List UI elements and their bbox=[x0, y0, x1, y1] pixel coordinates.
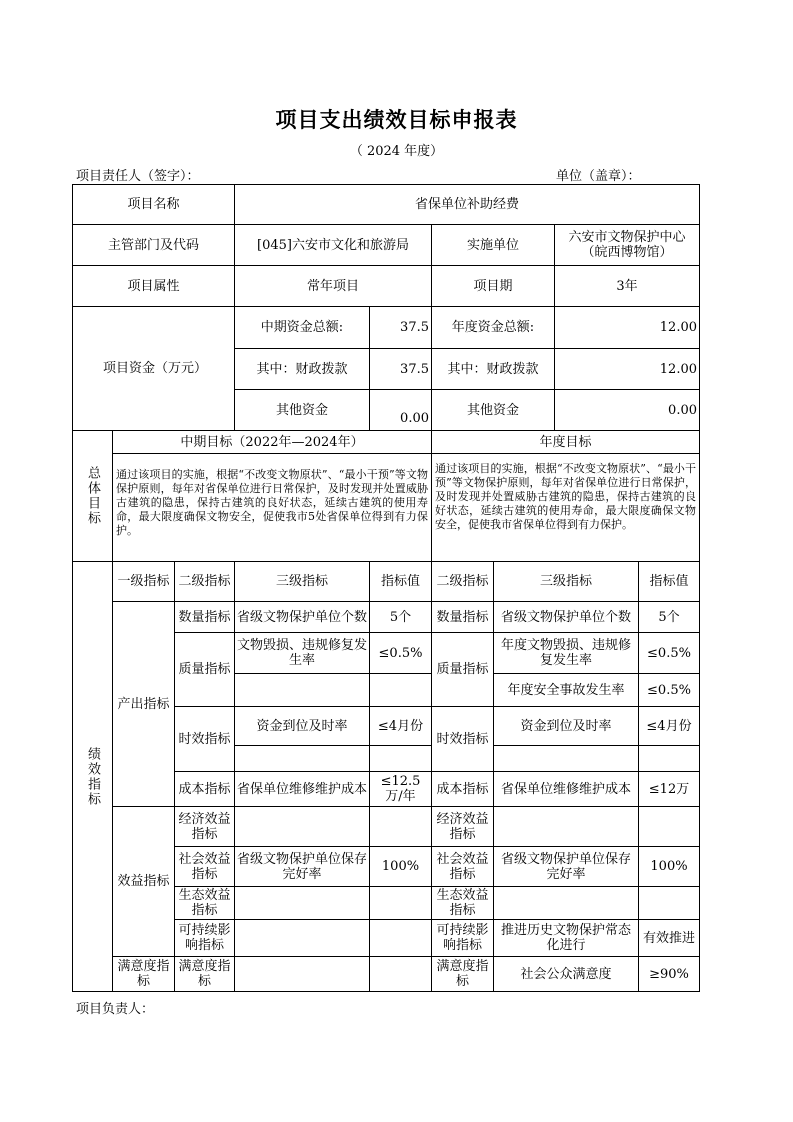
dept-value: [045]六安市文化和旅游局 bbox=[234, 224, 432, 266]
year-other-label: 其他资金 bbox=[431, 389, 555, 431]
mid-cost-label: 成本指标 bbox=[174, 771, 235, 807]
header-level2: 二级指标 bbox=[174, 561, 235, 602]
mid-ecological-value bbox=[369, 886, 432, 920]
mid-goal-header: 中期目标（2022年—2024年） bbox=[112, 430, 432, 454]
header-value: 指标值 bbox=[369, 561, 432, 602]
mid-social-label: 社会效益指标 bbox=[174, 846, 235, 887]
mid-fiscal-label: 其中：财政拨款 bbox=[234, 348, 370, 390]
mid-ecological-name bbox=[234, 886, 370, 920]
header-level3-year: 三级指标 bbox=[493, 561, 639, 602]
year-fiscal-value: 12.00 bbox=[554, 348, 700, 390]
mid-fiscal-value: 37.5 bbox=[369, 348, 432, 390]
year-satisfaction-value: ≥90% bbox=[638, 956, 700, 992]
project-leader-label: 项目负责人： bbox=[76, 1002, 155, 1017]
mid-social-name: 省级文物保护单位保存完好率 bbox=[234, 846, 370, 887]
year-line: （ 2024 年度） bbox=[349, 144, 444, 159]
year-cost-value: ≤12万 bbox=[638, 771, 700, 807]
year-satisfaction-label: 满意度指标 bbox=[431, 956, 494, 992]
mid-quantity-value: 5个 bbox=[369, 601, 432, 633]
mid-satisfaction-name bbox=[234, 956, 370, 992]
mid-satisfaction-value bbox=[369, 956, 432, 992]
header-level1: 一级指标 bbox=[112, 561, 175, 602]
year-quality2-value: ≤0.5% bbox=[638, 673, 700, 707]
mid-quantity-label: 数量指标 bbox=[174, 601, 235, 633]
output-indicator: 产出指标 bbox=[112, 601, 175, 807]
mid-goal-text: 通过该项目的实施，根据“不改变文物原状”、“最小干预”等文物保护原则，每年对省保单位进行日常保护，及时发现并处置威胁古建筑的隐患，保持古建筑的良好状态，延续古建筑的使用寿命，最大限度确保文物安全，促使我市5处省保单位得到有力保护。 bbox=[112, 453, 432, 562]
kpi-section-label: 绩效指标 bbox=[72, 561, 113, 992]
year-ecological-name bbox=[493, 886, 639, 920]
project-name-value: 省保单位补助经费 bbox=[234, 184, 700, 225]
year-quality2-name: 年度安全事故发生率 bbox=[493, 673, 639, 707]
dept-label: 主管部门及代码 bbox=[72, 224, 235, 266]
year-time-name: 资金到位及时率 bbox=[493, 706, 639, 746]
year-ecological-value bbox=[638, 886, 700, 920]
mid-other-value: 0.00 bbox=[369, 389, 432, 431]
project-attr-label: 项目属性 bbox=[72, 265, 235, 307]
mid-ecological-label: 生态效益指标 bbox=[174, 886, 235, 920]
year-quantity-value: 5个 bbox=[638, 601, 700, 633]
satisfaction-indicator: 满意度指标 bbox=[112, 956, 175, 992]
mid-quality-value: ≤0.5% bbox=[369, 632, 432, 674]
mid-sustainable-label: 可持续影响指标 bbox=[174, 919, 235, 957]
impl-unit-label: 实施单位 bbox=[431, 224, 555, 266]
year-sustainable-name: 推进历史文物保护常态化进行 bbox=[493, 919, 639, 957]
year-economic-value bbox=[638, 806, 700, 847]
year-total-value: 12.00 bbox=[554, 306, 700, 349]
year-ecological-label: 生态效益指标 bbox=[431, 886, 494, 920]
mid-quality-label: 质量指标 bbox=[174, 632, 235, 707]
mid-quality-empty bbox=[234, 673, 370, 707]
year-economic-name bbox=[493, 806, 639, 847]
mid-time-empty-value bbox=[369, 745, 432, 772]
mid-other-label: 其他资金 bbox=[234, 389, 370, 431]
unit-seal-label: 单位（盖章）： bbox=[556, 169, 641, 184]
mid-timeliness-label: 时效指标 bbox=[174, 706, 235, 772]
mid-economic-label: 经济效益指标 bbox=[174, 806, 235, 847]
year-cost-label: 成本指标 bbox=[431, 771, 494, 807]
year-fiscal-label: 其中：财政拨款 bbox=[431, 348, 555, 390]
project-period-value: 3年 bbox=[554, 265, 700, 307]
project-attr-value: 常年项目 bbox=[234, 265, 432, 307]
mid-time-name: 资金到位及时率 bbox=[234, 706, 370, 746]
mid-social-value: 100% bbox=[369, 846, 432, 887]
year-time-empty bbox=[493, 745, 639, 772]
year-economic-label: 经济效益指标 bbox=[431, 806, 494, 847]
year-time-empty-value bbox=[638, 745, 700, 772]
mid-quantity-name: 省级文物保护单位个数 bbox=[234, 601, 370, 633]
mid-satisfaction-label: 满意度指标 bbox=[174, 956, 235, 992]
year-cost-name: 省保单位维修维护成本 bbox=[493, 771, 639, 807]
project-funds-label: 项目资金（万元） bbox=[72, 306, 235, 431]
mid-economic-value bbox=[369, 806, 432, 847]
responsible-signature-label: 项目责任人（签字）： bbox=[76, 169, 200, 184]
year-total-label: 年度资金总额: bbox=[431, 306, 555, 349]
mid-quality-empty-value bbox=[369, 673, 432, 707]
year-goal-text: 通过该项目的实施，根据“不改变文物原状”、“最小干预”等文物保护原则，每年对省保单位进行日常保护，及时发现并处置威胁古建筑的隐患，保持古建筑的良好状态，延续古建筑的使用寿命，最大限度确保文物安全，促使我市省保单位得到有力保护。 bbox=[431, 453, 700, 562]
year-time-value: ≤4月份 bbox=[638, 706, 700, 746]
year-goal-header: 年度目标 bbox=[431, 430, 700, 454]
mid-total-value: 37.5 bbox=[369, 306, 432, 349]
mid-cost-value: ≤12.5万/年 bbox=[369, 771, 432, 807]
impl-unit-value: 六安市文物保护中心（皖西博物馆） bbox=[554, 224, 700, 266]
year-sustainable-label: 可持续影响指标 bbox=[431, 919, 494, 957]
year-sustainable-value: 有效推进 bbox=[638, 919, 700, 957]
header-value-year: 指标值 bbox=[638, 561, 700, 602]
project-period-label: 项目期 bbox=[431, 265, 555, 307]
mid-time-value: ≤4月份 bbox=[369, 706, 432, 746]
year-social-name: 省级文物保护单位保存完好率 bbox=[493, 846, 639, 887]
header-level2-year: 二级指标 bbox=[431, 561, 494, 602]
overall-goal-label: 总体目标 bbox=[72, 430, 113, 562]
page-title: 项目支出绩效目标申报表 bbox=[275, 107, 518, 132]
year-timeliness-label: 时效指标 bbox=[431, 706, 494, 772]
year-quantity-name: 省级文物保护单位个数 bbox=[493, 601, 639, 633]
benefit-indicator: 效益指标 bbox=[112, 806, 175, 957]
mid-cost-name: 省保单位维修维护成本 bbox=[234, 771, 370, 807]
year-quality1-value: ≤0.5% bbox=[638, 632, 700, 674]
year-other-value: 0.00 bbox=[554, 389, 700, 431]
mid-quality-name: 文物毁损、违规修复发生率 bbox=[234, 632, 370, 674]
mid-total-label: 中期资金总额: bbox=[234, 306, 370, 349]
mid-economic-name bbox=[234, 806, 370, 847]
year-quality1-name: 年度文物毁损、违规修复发生率 bbox=[493, 632, 639, 674]
mid-sustainable-value bbox=[369, 919, 432, 957]
year-quantity-label: 数量指标 bbox=[431, 601, 494, 633]
year-satisfaction-name: 社会公众满意度 bbox=[493, 956, 639, 992]
year-social-label: 社会效益指标 bbox=[431, 846, 494, 887]
year-quality-label: 质量指标 bbox=[431, 632, 494, 707]
header-level3: 三级指标 bbox=[234, 561, 370, 602]
mid-sustainable-name bbox=[234, 919, 370, 957]
year-social-value: 100% bbox=[638, 846, 700, 887]
mid-time-empty bbox=[234, 745, 370, 772]
project-name-label: 项目名称 bbox=[72, 184, 235, 225]
